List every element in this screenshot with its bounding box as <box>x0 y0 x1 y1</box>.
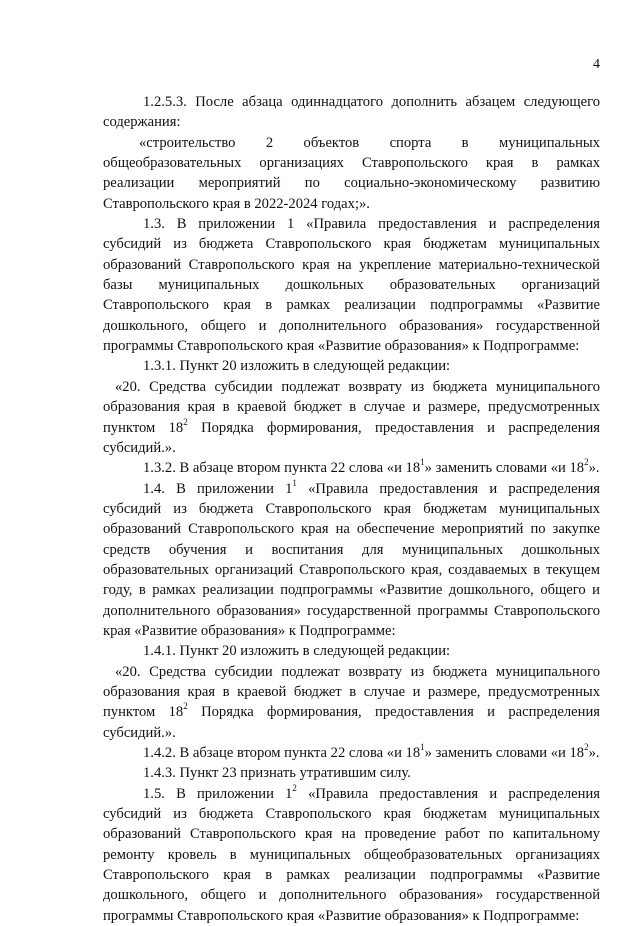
text-run: 1.4.3. Пункт 23 признать утратившим силу. <box>143 765 411 782</box>
paragraph-p2 <box>103 133 600 214</box>
text-run: «20. Средства субсидии подлежат возврату из бюджета муниципального образования края в краевой бюджет в случае и размере, предусмотренных пунктом 18 <box>103 663 600 721</box>
text-run: » заменить словами «и 18 <box>424 460 585 477</box>
page-number: 4 <box>593 57 600 72</box>
paragraph-p5 <box>103 377 600 458</box>
superscript: 2 <box>584 742 589 753</box>
text-run: «строительство 2 объектов спорта в муниципальных общеобразовательных организациях Ставропольского края в рамках реализации мероприятий по социально-экономическому развитию Ставропольского края в 2022-2024 годах;». <box>103 134 600 212</box>
superscript: 2 <box>183 416 188 427</box>
text-run: «Правила предоставления и распределения субсидий из бюджета Ставропольского края бюджетам муниципальных образований Ставропольского края на обеспечение мероприятий по закупке средств обучения и воспитания для муниципальных дошкольных образовательных организаций Ставропольского края, создаваемых в текущем году, в рамках реализации подпрограммы «Развитие дошкольного, общего и дополнительного образования» государственной программы Ставропольского края «Развитие образования» к Подпрограмме: <box>103 480 600 639</box>
paragraph-p6 <box>103 458 600 478</box>
superscript: 1 <box>292 477 297 488</box>
text-run: «20. Средства субсидии подлежат возврату из бюджета муниципального образования края в краевой бюджет в случае и размере, предусмотренных пунктом 18 <box>103 378 600 436</box>
text-run: » заменить словами «и 18 <box>424 745 585 761</box>
superscript: 2 <box>584 457 589 468</box>
text-run: 1.2.5.3. После абзаца одиннадцатого дополнить абзацем следующего содержания: <box>103 94 600 131</box>
text-run: 1.3.1. Пункт 20 изложить в следующей редакции: <box>143 358 451 375</box>
paragraph-p1 <box>103 92 600 133</box>
paragraph-p3 <box>103 214 600 356</box>
paragraph-p10 <box>103 743 600 763</box>
superscript: 2 <box>183 701 188 712</box>
paragraph-p8 <box>103 641 600 661</box>
text-run: 1.3.2. В абзаце втором пункта 22 слова «и 18 <box>143 460 421 477</box>
text-run: 1.4.1. Пункт 20 изложить в следующей редакции: <box>143 643 451 660</box>
text-run: 1.4. В приложении 1 <box>143 480 293 497</box>
text-run: «Правила предоставления и распределения субсидий из бюджета Ставропольского края бюджетам муниципальных образований Ставропольского края на проведение работ по капитальному ремонту кровель в муниципальных общеобразовательных организациях Ставропольского края в рамках реализации подпрограммы «Развитие дошкольного, общего и дополнительного образования» государственной программы Ставропольского края «Развитие образования» к Подпрограмме: <box>103 785 600 924</box>
paragraph-p9 <box>103 662 600 743</box>
text-run: Порядка формирования, предоставления и распределения субсидий.». <box>103 704 600 741</box>
superscript: 1 <box>420 457 425 468</box>
superscript: 2 <box>292 782 297 793</box>
text-run: 1.5. В приложении 1 <box>143 785 293 802</box>
text-run: Порядка формирования, предоставления и распределения субсидий.». <box>103 419 600 456</box>
text-run: 1.3. В приложении 1 «Правила предоставления и распределения субсидий из бюджета Ставропольского края бюджетам муниципальных образований Ставропольского края на укрепление материально-технической базы муниципальных дошкольных образовательных организаций Ставропольского края в рамках реализации подпрограммы «Развитие дошкольного, общего и дополнительного образования» государственной программы Ставропольского края «Развитие образования» к Подпрограмме: <box>103 216 600 355</box>
paragraph-p4 <box>103 356 600 376</box>
paragraph-p7 <box>103 479 600 642</box>
paragraph-p12 <box>103 784 600 926</box>
text-run: ». <box>588 745 600 761</box>
paragraph-p11 <box>103 763 600 783</box>
superscript: 1 <box>420 742 425 753</box>
document-body <box>103 92 600 926</box>
text-run: ». <box>588 460 600 477</box>
text-run: 1.4.2. В абзаце втором пункта 22 слова «и 18 <box>143 745 421 761</box>
